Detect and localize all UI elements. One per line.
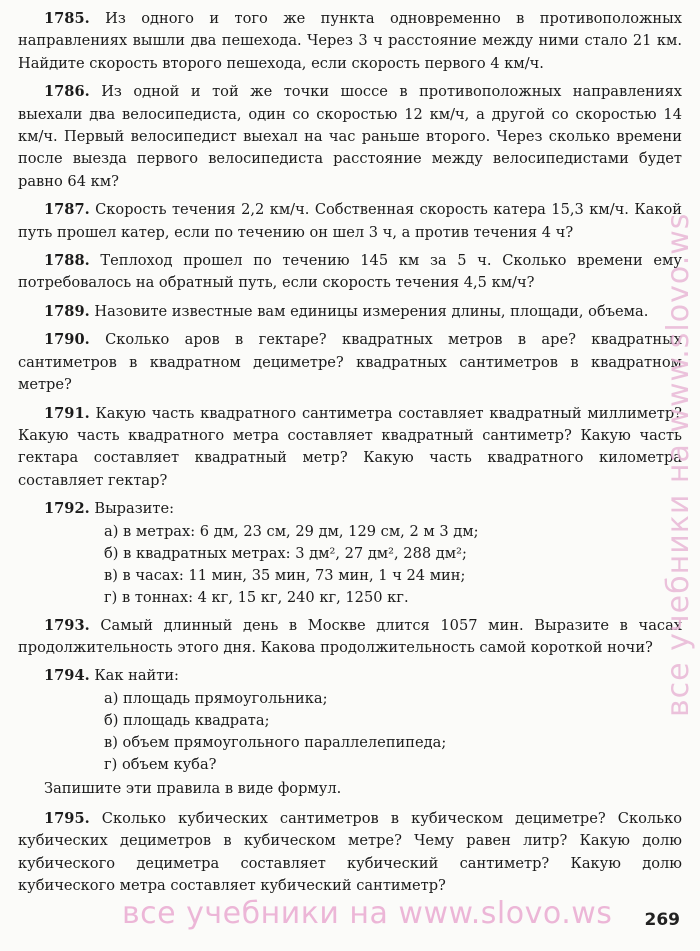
problem-1794 [18, 665, 682, 687]
problem-1788 [18, 250, 682, 295]
problem-text: Назовите известные вам единицы измерения длины, площади, объема. [94, 302, 649, 320]
problem-text: Скорость течения 2,2 км/ч. Собственная скорость катера 15,3 км/ч. Какой путь прошел катер, если по течению он шел 3 ч, а против течения 4 ч? [18, 201, 682, 241]
problem-number: 1794. [44, 667, 90, 685]
problem-number: 1790. [44, 331, 90, 349]
problem-number: 1792. [44, 500, 90, 518]
problem-1790 [18, 329, 682, 396]
side-watermark: все учебники на www.slovo.ws [661, 212, 696, 718]
problem-number: 1793. [44, 616, 90, 634]
problem-text: Теплоход прошел по течению 145 км за 5 ч. Сколько времени ему потребовалось на обратный путь, если скорость течения 4,5 км/ч? [18, 252, 682, 292]
sub-item: в) объем прямоугольного параллелепипеда; [104, 733, 447, 751]
problem-text: Сколько аров в гектаре? квадратных метров в аре? квадратных сантиметров в квадратном дециметре? квадратных сантиметров в квадратном метре? [18, 331, 682, 394]
problem-number: 1789. [44, 302, 90, 320]
problem-text: Из одной и той же точки шоссе в противоположных направлениях выехали два велосипедиста, один со скоростью 12 км/ч, а другой со скоростью 14 км/ч. Первый велосипедист выехал на час раньше второго. Через сколько времени после выезда первого велосипедиста расстояние между велосипедистами будет равно 64 км? [18, 83, 683, 190]
problem-text: Выразите: [94, 500, 175, 518]
problem-note: Запишите эти правила в виде формул. [44, 779, 342, 797]
problem-1787 [18, 199, 682, 244]
page-body [18, 8, 682, 903]
sub-item: г) в тоннах: 4 кг, 15 кг, 240 кг, 1250 кг. [104, 588, 409, 606]
bottom-watermark: все учебники на www.slovo.ws [122, 896, 613, 931]
problem-1786 [18, 81, 682, 193]
sub-item: а) в метрах: 6 дм, 23 см, 29 дм, 129 см, 2 м 3 дм; [104, 522, 479, 540]
sub-item: б) в квадратных метрах: 3 дм², 27 дм², 288 дм²; [104, 544, 467, 562]
sub-item: в) в часах: 11 мин, 35 мин, 73 мин, 1 ч 24 мин; [104, 566, 466, 584]
problem-text: Как найти: [94, 667, 179, 685]
sub-item: а) площадь прямоугольника; [104, 689, 328, 707]
problem-number: 1785. [44, 10, 90, 27]
problem-number: 1788. [44, 252, 90, 270]
problem-1791 [18, 403, 682, 493]
problem-1789 [18, 301, 682, 323]
problem-1792 [18, 498, 682, 520]
problem-text: Из одного и того же пункта одновременно в противоположных направлениях вышли два пешехода. Через 3 ч расстояние между ними стало 21 км. Найдите скорость второго пешехода, если скорость первого 4 км/ч. [18, 10, 682, 72]
sub-item: б) площадь квадрата; [104, 711, 270, 729]
problem-1795 [18, 808, 682, 898]
problem-text: Самый длинный день в Москве длится 1057 мин. Выразите в часах продолжительность этого дня. Какова продолжительность самой короткой ночи? [18, 616, 683, 656]
problem-1793 [18, 615, 682, 660]
sub-item: г) объем куба? [104, 755, 217, 773]
problem-number: 1786. [44, 83, 90, 101]
problem-number: 1787. [44, 201, 90, 219]
problem-number: 1791. [44, 404, 90, 422]
problem-1785 [18, 8, 682, 75]
problem-text: Сколько кубических сантиметров в кубическом дециметре? Сколько кубических дециметров в кубическом метре? Чему равен литр? Какую долю кубического дециметра составляет кубический сантиметр? Какую долю кубического метра составляет кубический сантиметр? [18, 809, 683, 894]
problem-number: 1795. [44, 809, 90, 827]
problem-text: Какую часть квадратного сантиметра составляет квадратный миллиметр? Какую часть квадратного метра составляет квадратный сантиметр? Какую часть гектара составляет квадратный метр? Какую часть квадратного километра составляет гектар? [18, 404, 683, 489]
page-number: 269 [644, 910, 680, 930]
